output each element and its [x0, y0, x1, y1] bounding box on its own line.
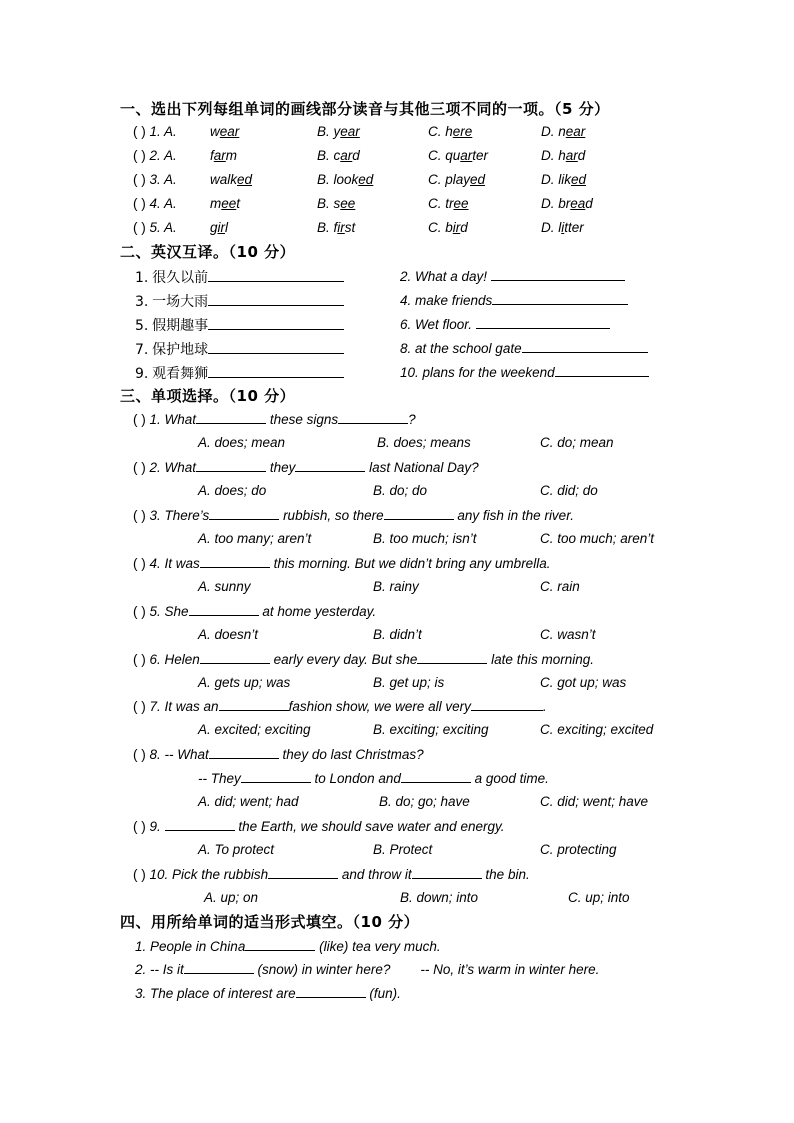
- s2-left-5: 5. 假期趣事: [135, 315, 344, 335]
- s3-q4-opt-c: C. rain: [540, 579, 580, 594]
- s4-q3: 3. The place of interest are (fun).: [135, 986, 401, 1001]
- s3-q5: ( ) 5. She at home yesterday.: [133, 604, 377, 619]
- s3-q8-opt-b: B. do; go; have: [379, 794, 470, 809]
- s3-q2-opt-b: B. do; do: [373, 483, 428, 498]
- s1-q5-opt-c: C. bird: [428, 220, 468, 235]
- s2-left-7: 7. 保护地球: [135, 339, 344, 359]
- s3-q6-opt-a: A. gets up; was: [198, 675, 291, 690]
- s3-q1-opt-a: A. does; mean: [198, 435, 286, 450]
- section-2-title: 二、英汉互译。（10 分）: [120, 243, 296, 261]
- s3-q8-line2: -- They to London and a good time.: [198, 771, 549, 786]
- s3-q9-opt-a: A. To protect: [198, 842, 275, 857]
- s1-q3-opt-b: B. looked: [317, 172, 374, 187]
- s2-right-6: 6. Wet floor.: [400, 316, 610, 332]
- s3-q10-opt-a: A. up; on: [204, 890, 259, 905]
- s3-q2: ( ) 2. What they last National Day?: [133, 460, 479, 475]
- s2-right-2: 2. What a day!: [400, 268, 625, 284]
- s3-q7: ( ) 7. It was an fashion show, we were all very .: [133, 699, 547, 714]
- s3-q10-opt-c: C. up; into: [568, 890, 630, 905]
- s1-q2-opt-a: farm: [210, 148, 238, 163]
- s3-q3-opt-a: A. too many; aren’t: [198, 531, 312, 546]
- s1-q1-opt-a: wear: [210, 124, 240, 139]
- s4-q2: 2. -- Is it (snow) in winter here? -- No, it’s warm in winter here.: [135, 962, 600, 977]
- s1-q1-number: ( ) 1. A.: [133, 124, 177, 139]
- s1-q2-opt-b: B. card: [317, 148, 360, 163]
- s3-q2-opt-a: A. does; do: [198, 483, 267, 498]
- s3-q4-opt-b: B. rainy: [373, 579, 419, 594]
- s1-q5-opt-b: B. first: [317, 220, 356, 235]
- s3-q9: ( ) 9. the Earth, we should save water and energy.: [133, 819, 505, 834]
- s2-right-4: 4. make friends: [400, 292, 628, 308]
- s3-q8-opt-c: C. did; went; have: [540, 794, 649, 809]
- s2-right-10: 10. plans for the weekend: [400, 364, 649, 380]
- s1-q2-opt-d: D. hard: [541, 148, 586, 163]
- s3-q5-opt-b: B. didn’t: [373, 627, 422, 642]
- s3-q4-opt-a: A. sunny: [198, 579, 251, 594]
- s1-q5-opt-d: D. litter: [541, 220, 584, 235]
- s3-q1-opt-b: B. does; means: [377, 435, 471, 450]
- s3-q10: ( ) 10. Pick the rubbish and throw it the bin.: [133, 867, 530, 882]
- s3-q7-opt-b: B. exciting; exciting: [373, 722, 489, 737]
- s1-q1-opt-c: C. here: [428, 124, 473, 139]
- s1-q2-number: ( ) 2. A.: [133, 148, 177, 163]
- s3-q6-opt-c: C. got up; was: [540, 675, 627, 690]
- s3-q5-opt-a: A. doesn’t: [198, 627, 259, 642]
- s1-q3-number: ( ) 3. A.: [133, 172, 177, 187]
- s1-q1-opt-b: B. year: [317, 124, 360, 139]
- s3-q1-opt-c: C. do; mean: [540, 435, 614, 450]
- s1-q4-opt-b: B. see: [317, 196, 356, 211]
- s3-q4: ( ) 4. It was this morning. But we didn’t bring any umbrella.: [133, 556, 551, 571]
- s3-q1: ( ) 1. What these signs ?: [133, 412, 416, 427]
- s3-q6: ( ) 6. Helen early every day. But she late this morning.: [133, 652, 594, 667]
- section-3-title: 三、单项选择。（10 分）: [120, 387, 296, 405]
- s1-q4-opt-c: C. tree: [428, 196, 469, 211]
- s1-q3-opt-c: C. played: [428, 172, 486, 187]
- s3-q10-opt-b: B. down; into: [400, 890, 479, 905]
- s1-q3-opt-a: walked: [210, 172, 253, 187]
- s1-q5-number: ( ) 5. A.: [133, 220, 177, 235]
- s1-q4-number: ( ) 4. A.: [133, 196, 177, 211]
- section-1-title: 一、选出下列每组单词的画线部分读音与其他三项不同的一项。（5 分）: [120, 100, 610, 118]
- s3-q7-opt-c: C. exciting; excited: [540, 722, 654, 737]
- s3-q9-opt-b: B. Protect: [373, 842, 433, 857]
- s3-q2-opt-c: C. did; do: [540, 483, 598, 498]
- s2-right-8: 8. at the school gate: [400, 340, 648, 356]
- s3-q3-opt-b: B. too much; isn’t: [373, 531, 477, 546]
- s1-q2-opt-c: C. quarter: [428, 148, 489, 163]
- s3-q3-opt-c: C. too much; aren’t: [540, 531, 655, 546]
- s3-q8: ( ) 8. -- What they do last Christmas?: [133, 747, 424, 762]
- s3-q9-opt-c: C. protecting: [540, 842, 617, 857]
- s1-q5-opt-a: girl: [210, 220, 229, 235]
- s1-q1-opt-d: D. near: [541, 124, 586, 139]
- s3-q6-opt-b: B. get up; is: [373, 675, 445, 690]
- s3-q7-opt-a: A. excited; exciting: [198, 722, 311, 737]
- s3-q8-opt-a: A. did; went; had: [198, 794, 299, 809]
- s1-q4-opt-d: D. bread: [541, 196, 593, 211]
- s3-q5-opt-c: C. wasn’t: [540, 627, 596, 642]
- s1-q3-opt-d: D. liked: [541, 172, 587, 187]
- section-4-title: 四、用所给单词的适当形式填空。（10 分）: [120, 913, 420, 931]
- s2-left-9: 9. 观看舞狮: [135, 363, 344, 383]
- s4-q1: 1. People in China (like) tea very much.: [135, 939, 441, 954]
- s2-left-1: 1. 很久以前: [135, 267, 344, 287]
- s1-q4-opt-a: meet: [210, 196, 241, 211]
- s3-q3: ( ) 3. There’s rubbish, so there any fish in the river.: [133, 508, 574, 523]
- s2-left-3: 3. 一场大雨: [135, 291, 344, 311]
